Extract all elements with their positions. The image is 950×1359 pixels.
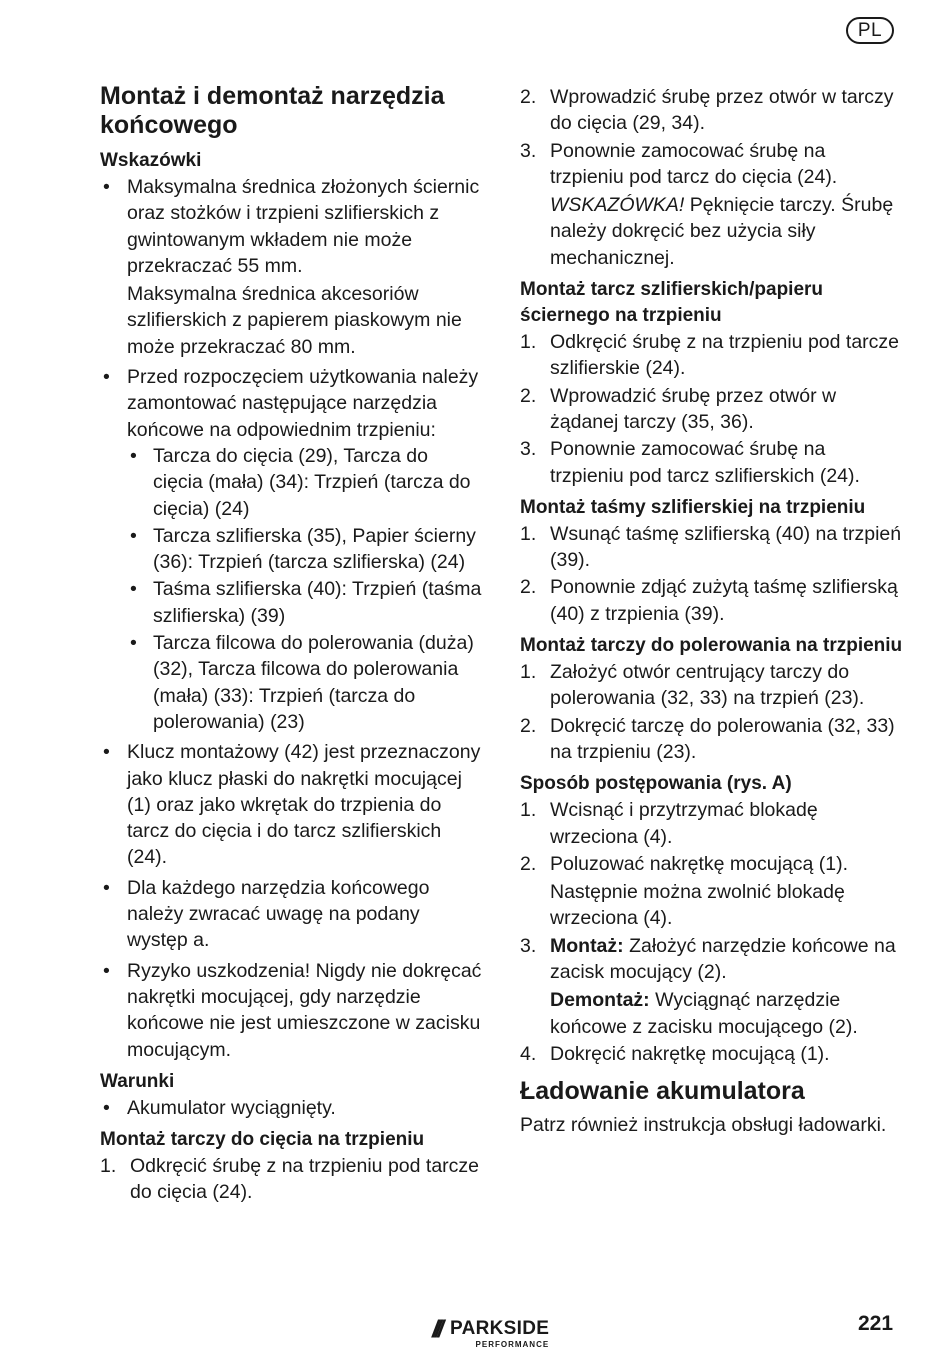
sanding-belt-heading: Montaż taśmy szlifierskiej na trzpieniu bbox=[520, 496, 866, 518]
grinding-disc-heading: Montaż tarcz szlifierskich/papieru ściernego na trzpieniu bbox=[520, 279, 824, 327]
brand-subtitle: PERFORMANCE bbox=[475, 1340, 550, 1349]
step-item: 2. Wprowadzić śrubę przez otwór w żądanej tarczy (35, 36). bbox=[520, 384, 837, 433]
conditions-list bbox=[100, 1095, 482, 1121]
parkside-logo bbox=[432, 1318, 549, 1352]
sub-list-item: • Taśma szlifierska (40): Trzpień (taśma szlifierska) (39) bbox=[127, 576, 482, 629]
charging-title: Ładowanie akumulatora bbox=[520, 1077, 805, 1106]
page-number: 221 bbox=[858, 1312, 894, 1335]
step-item: 3. Ponownie zamocować śrubę na trzpieniu pod tarcz szlifierskich (24). bbox=[520, 438, 860, 487]
brand-slashes-icon: /// bbox=[432, 1316, 441, 1343]
section-title: Montaż i demontaż narzędzia końcowego bbox=[100, 82, 445, 139]
cut-disc-heading: Montaż tarczy do cięcia na trzpieniu bbox=[100, 1129, 425, 1151]
sub-list bbox=[127, 443, 482, 735]
step-item: 2. Poluzować nakrętkę mocującą (1). Następnie można zwolnić blokadę wrzeciona (4). bbox=[520, 852, 849, 930]
list-item: • Ryzyko uszkodzenia! Nigdy nie dokręcać nakrętki mocującej, gdy narzędzie końcowe nie jest umieszczone w zacisku mocującym. bbox=[100, 958, 482, 1063]
step-item: 1. Założyć otwór centrujący tarczy do polerowania (32, 33) na trzpień (23). bbox=[520, 661, 865, 710]
list-item: • Dla każdego narzędzia końcowego należy zwracać uwagę na podany występ a. bbox=[100, 875, 482, 954]
cut-disc-steps-continued bbox=[520, 84, 904, 271]
step-item: 2. Ponownie zdjąć zużytą taśmę szlifierską (40) z trzpienia (39). bbox=[520, 576, 898, 625]
list-item-note: Maksymalna średnica akcesoriów szlifierskich z papierem piaskowym nie może przekraczać 80 mm. bbox=[127, 283, 462, 358]
polishing-disc-heading: Montaż tarczy do polerowania na trzpieniu bbox=[520, 635, 903, 657]
step-item: 1. Odkręcić śrubę z na trzpieniu pod tarcze szlifierskie (24). bbox=[520, 331, 900, 380]
charging-text: Patrz również instrukcja obsługi ładowarki. bbox=[520, 1114, 887, 1137]
step-item: 1. Wsunąć taśmę szlifierską (40) na trzpień (39). bbox=[520, 522, 902, 572]
step-item: 3. Montaż: Założyć narzędzie końcowe na zacisk mocujący (2). Demontaż: Wyciągnąć narzędzie końcowe z zacisku mocującego (2). bbox=[520, 934, 896, 1038]
step-item: 4. Dokręcić nakrętkę mocującą (1). bbox=[520, 1042, 830, 1065]
step-item: 1. Odkręcić śrubę z na trzpieniu pod tarcze do cięcia (24). bbox=[100, 1155, 480, 1204]
grinding-disc-steps bbox=[520, 329, 904, 489]
list-item: • Maksymalna średnica złożonych ściernic oraz stożków i trzpieni szlifierskich z gwintowanym wkładem nie może przekraczać 55 mm. Maksymalna średnica akcesoriów szlifierskich z papierem piaskowym nie może przekraczać 80 mm. bbox=[100, 174, 482, 360]
procedure-steps bbox=[520, 797, 904, 1067]
list-item: • Przed rozpoczęciem użytkowania należy zamontować następujące narzędzia końcowe na odpowiednim trzpieniu: • Tarcza do cięcia (29), Tarcza do cięcia (mała) (34): Trzpień (tarcza do cięcia) (24) • Tarcza szlifierska (35), Papier ścierny (36): Trzpień (tarcza szlifierska) (24) • Taśma szlifierska (40): Trzpień (taśma szlifierska) (39) • Tarcza filcowa do polerowania (duża) (32), Tarcza filcowa do polerowania (mała) (33): Trzpień (tarcza do polerowania) (23) bbox=[100, 364, 482, 735]
warning-note: WSKAZÓWKA! Pęknięcie tarczy. Śrubę należy dokręcić bez użycia siły mechanicznej. bbox=[550, 194, 894, 269]
step-item: 1. Wcisnąć i przytrzymać blokadę wrzeciona (4). bbox=[520, 799, 818, 848]
sub-list-item: • Tarcza do cięcia (29), Tarcza do cięcia (mała) (34): Trzpień (tarcza do cięcia) (24) bbox=[127, 443, 482, 522]
step-item: 2. Wprowadzić śrubę przez otwór w tarczy do cięcia (29, 34). bbox=[520, 86, 894, 135]
conditions-heading: Warunki bbox=[100, 1070, 175, 1092]
hints-heading: Wskazówki bbox=[100, 150, 202, 171]
sub-list-item: • Tarcza szlifierska (35), Papier ścierny (36): Trzpień (tarcza szlifierska) (24) bbox=[127, 523, 482, 576]
step-item: 2. Dokręcić tarczę do polerowania (32, 33) na trzpieniu (23). bbox=[520, 714, 895, 763]
list-item: • Akumulator wyciągnięty. bbox=[100, 1095, 482, 1121]
cut-disc-steps bbox=[100, 1153, 482, 1206]
sanding-belt-steps bbox=[520, 521, 904, 627]
language-badge: PL bbox=[846, 17, 894, 44]
step-item: 3. Ponownie zamocować śrubę na trzpieniu pod tarcz do cięcia (24). WSKAZÓWKA! Pęknięcie tarczy. Śrubę należy dokręcić bez użycia siły mechanicznej. bbox=[520, 138, 904, 271]
sub-list-item: • Tarcza filcowa do polerowania (duża) (32), Tarcza filcowa do polerowania (mała) (33): Trzpień (tarcza do polerowania) (23) bbox=[127, 630, 482, 735]
hints-list bbox=[100, 174, 482, 1063]
procedure-heading: Sposób postępowania (rys. A) bbox=[520, 773, 792, 795]
polishing-disc-steps bbox=[520, 659, 904, 765]
list-item: • Klucz montażowy (42) jest przeznaczony jako klucz płaski do nakrętki mocującej (1) oraz jako wkrętak do trzpienia do tarcz do cięcia i do tarcz szlifierskich (24). bbox=[100, 739, 482, 870]
right-column bbox=[520, 84, 904, 1145]
left-column bbox=[100, 82, 482, 1212]
brand-name: PARKSIDE bbox=[450, 1318, 550, 1339]
